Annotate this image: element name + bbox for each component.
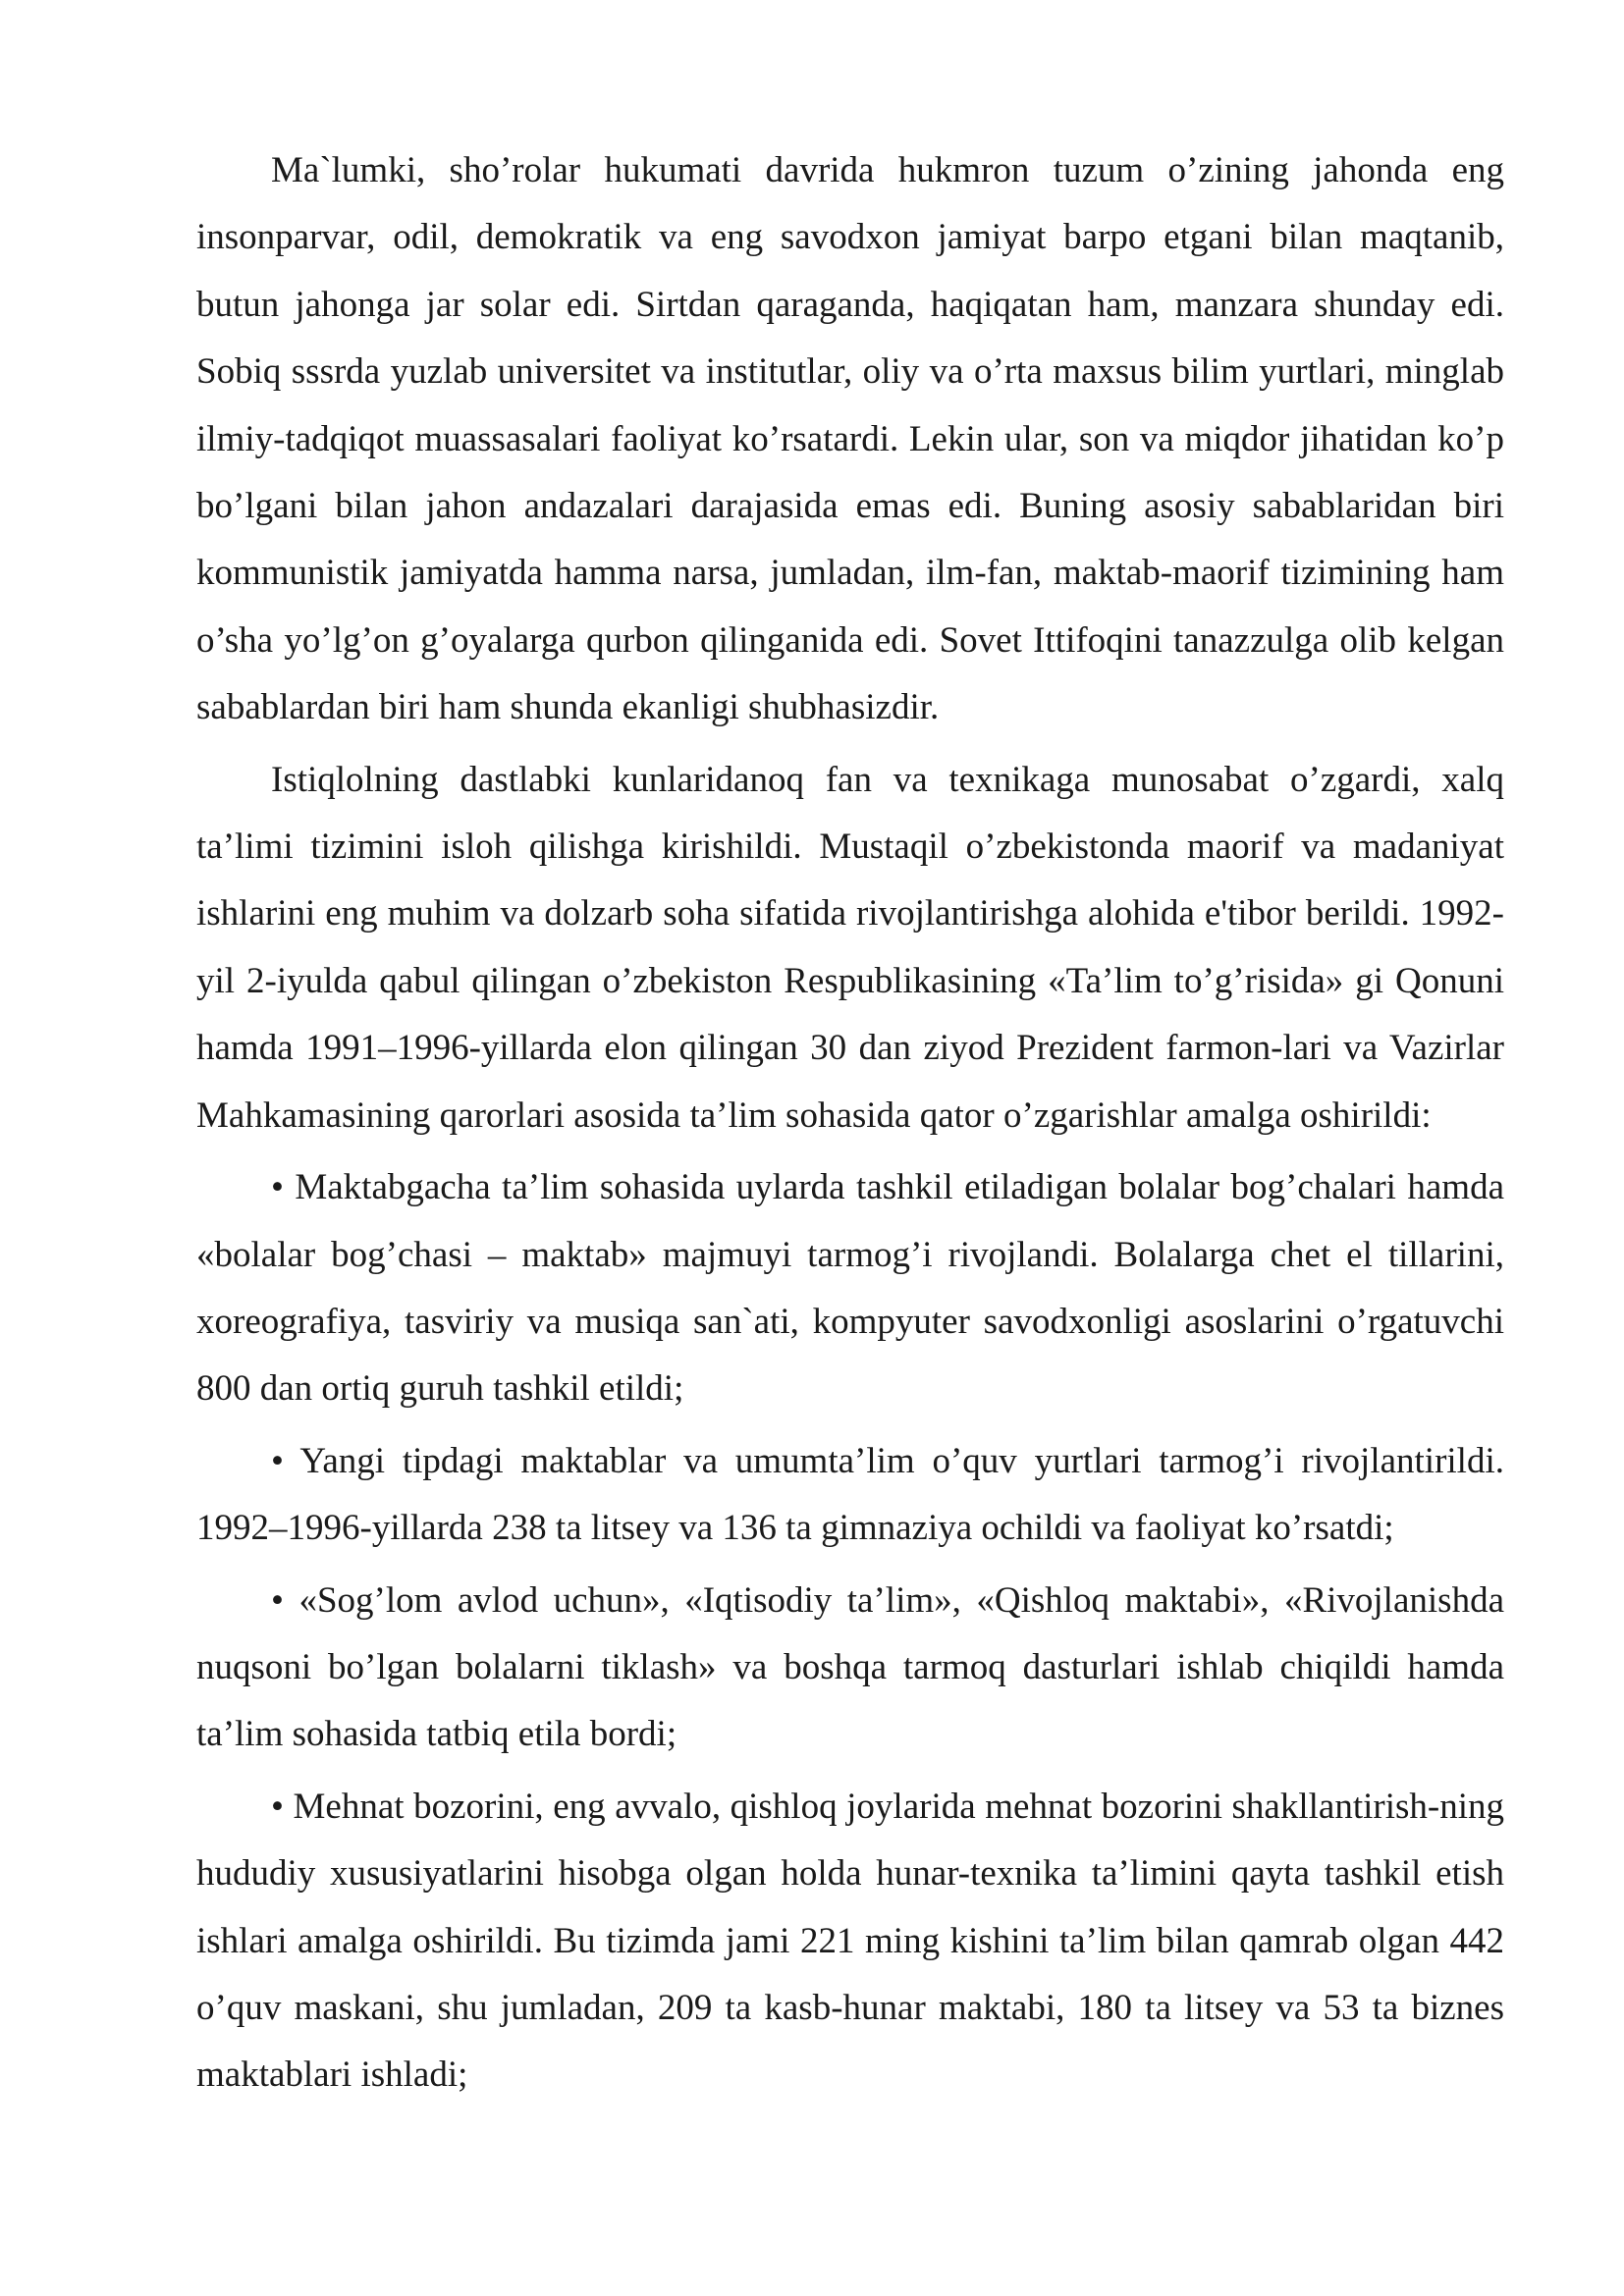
bullet-new-schools: • Yangi tipdagi maktablar va umumta’lim o’quv yurtlari tarmog’i rivojlantirildi. 1992–1996-yillarda 238 ta litsey va 136 ta gimnaziya ochildi va faoliyat ko’rsatdi; xyxy=(196,1440,1504,1549)
paragraph-independence: Istiqlolning dastlabki kunlaridanoq fan va texnikaga munosabat o’zgardi, xalq ta’limi tizimini isloh qilishga kirishildi. Mustaqil o’zbekistonda maorif va madaniyat ishlarini eng muhim va dolzarb soha sifatida rivojlantirishga alohida e'tibor berildi. 1992-yil 2-iyulda qabul qilingan o’zbekiston Respublikasining «Ta’lim to’g’risida» gi Qonuni hamda 1991–1996-yillarda elon qilingan 30 dan ziyod Prezident farmon-lari va Vazirlar Mahkamasining qarorlari asosida ta’lim sohasida qator o’zgarishlar amalga oshirildi: xyxy=(196,759,1504,1136)
bullet-vocational: • Mehnat bozorini, eng avvalo, qishloq joylarida mehnat bozorini shakllantirish-ning hududiy xususiyatlarini hisobga olgan holda hunar-texnika ta’limini qayta tashkil etish ishlari amalga oshirildi. Bu tizimda jami 221 ming kishini ta’lim bilan qamrab olgan 442 o’quv maskani, shu jumladan, 209 ta kasb-hunar maktabi, 180 ta litsey va 53 ta biznes maktablari ishladi; xyxy=(196,1786,1504,2096)
bullet-preschool: • Maktabgacha ta’lim sohasida uylarda tashkil etiladigan bolalar bog’chalari hamda «bolalar bog’chasi – maktab» majmuyi tarmog’i rivojlandi. Bolalarga chet el tillarini, xoreografiya, tasviriy va musiqa san`ati, kompyuter savodxonligi asoslarini o’rgatuvchi 800 dan ortiq guruh tashkil etildi; xyxy=(196,1167,1504,1410)
paragraph-intro: Ma`lumki, sho’rolar hukumati davrida hukmron tuzum o’zining jahonda eng insonparvar, odil, demokratik va eng savodxon jamiyat barpo etgani bilan maqtanib, butun jahonga jar solar edi. Sirtdan qaraganda, haqiqatan ham, manzara shunday edi. Sobiq sssrda yuzlab universitet va institutlar, oliy va o’rta maxsus bilim yurtlari, minglab ilmiy-tadqiqot muassasalari faoliyat ko’rsatardi. Lekin ular, son va miqdor jihatidan ko’p bo’lgani bilan jahon andazalari darajasida emas edi. Buning asosiy sabablaridan biri kommunistik jamiyatda hamma narsa, jumladan, ilm-fan, maktab-maorif tizimining ham o’sha yo’lg’on g’oyalarga qurbon qilinganida edi. Sovet Ittifoqini tanazzulga olib kelgan sabablardan biri ham shunda ekanligi shubhasizdir. xyxy=(196,150,1504,728)
document-page xyxy=(196,137,1504,2114)
bullet-programs: • «Sog’lom avlod uchun», «Iqtisodiy ta’lim», «Qishloq maktabi», «Rivojlanishda nuqsoni bo’lgan bolalarni tiklash» va boshqa tarmoq dasturlari ishlab chiqildi hamda ta’lim sohasida tatbiq etila bordi; xyxy=(196,1579,1504,1755)
